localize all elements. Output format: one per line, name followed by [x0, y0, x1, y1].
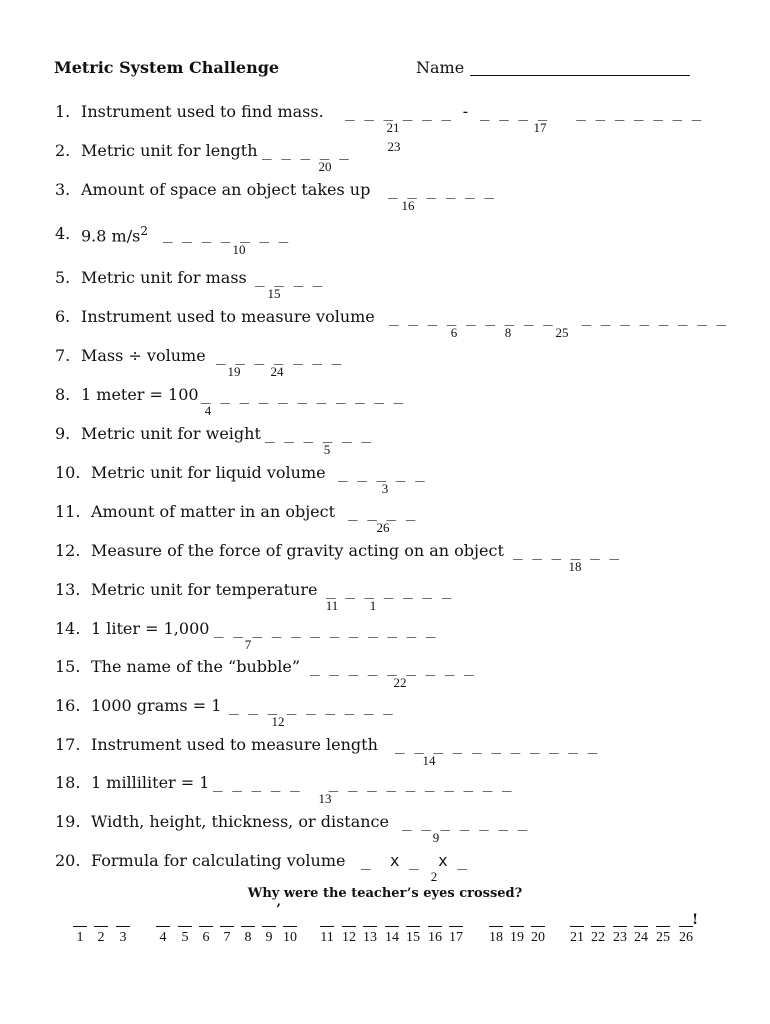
blank-number: 1	[369, 598, 377, 613]
answer-blank[interactable]: _ _ _ _ _ _	[388, 180, 494, 199]
question-2	[55, 141, 755, 181]
riddle-letter-blank[interactable]	[363, 926, 377, 927]
blank-number: 13	[318, 791, 332, 806]
answer-blank[interactable]: _ _ _ _ _ _ _ _ _ _ _ _	[214, 619, 436, 638]
answer-blank[interactable]: _ _ _ _ _ _	[513, 541, 619, 560]
riddle-letter-number: 13	[363, 930, 377, 945]
question-20	[55, 851, 755, 891]
riddle-letter-blank[interactable]	[634, 926, 648, 927]
question-text: Measure of the force of gravity acting on an object	[91, 541, 504, 560]
riddle-letter-number: 23	[613, 930, 627, 945]
question-text: Formula for calculating volume	[91, 851, 346, 870]
question-text: Mass ÷ volume	[81, 346, 206, 365]
riddle-letter-blank[interactable]	[510, 926, 524, 927]
question-6	[55, 307, 755, 347]
question-text: Amount of matter in an object	[91, 502, 336, 521]
riddle-letter-number: 18	[489, 930, 503, 945]
question-number: 4.	[55, 224, 71, 243]
answer-blank[interactable]: _ _ _ _	[348, 502, 416, 521]
riddle-letter-number: 4	[159, 930, 167, 945]
answer-blank[interactable]: _ _ _ _ _ _ _ _ _	[229, 696, 393, 715]
question-number: 6.	[55, 307, 71, 326]
blank-number: 20	[318, 159, 332, 174]
riddle-letter-blank[interactable]	[156, 926, 170, 927]
question-number: 11.	[55, 502, 81, 521]
blank-number: 4	[204, 403, 212, 418]
question-number: 8.	[55, 385, 71, 404]
riddle-exclamation: !	[692, 912, 699, 928]
blank-number: 26	[376, 520, 390, 535]
blank-number: 15	[267, 286, 281, 301]
answer-blank[interactable]: _ _ _ _ _ _ _ _ _ _ _ _ _ _ _	[213, 773, 512, 792]
answer-blank[interactable]: _ _ _ _ _ _ - _ _ _ _ _ _ _ _ _ _ _	[345, 102, 702, 121]
blank-number: 3	[381, 481, 389, 496]
riddle-letter-number: 9	[265, 930, 273, 945]
riddle-letter-number: 19	[510, 930, 524, 945]
blank-number: 19	[227, 364, 241, 379]
question-14	[55, 619, 755, 659]
question-text	[81, 224, 148, 245]
blank-number: 18	[568, 559, 582, 574]
exponent: 2	[140, 224, 148, 238]
blank-number: 7	[244, 637, 252, 652]
question-16	[55, 696, 755, 736]
page-title: Metric System Challenge	[54, 58, 280, 77]
question-4	[55, 224, 755, 264]
riddle-letter-number: 17	[449, 930, 463, 945]
question-text: Metric unit for weight	[81, 424, 261, 443]
question-number: 5.	[55, 268, 71, 287]
name-line[interactable]	[470, 75, 690, 76]
question-12	[55, 541, 755, 581]
riddle-letter-number: 3	[119, 930, 127, 945]
riddle-title: Why were the teacher’s eyes crossed?	[247, 886, 523, 901]
riddle-letter-blank[interactable]	[406, 926, 420, 927]
riddle-letter-blank[interactable]	[428, 926, 442, 927]
riddle-letter-number: 22	[591, 930, 605, 945]
blank-number: 9	[432, 830, 440, 845]
riddle-letter-blank[interactable]	[116, 926, 130, 927]
question-17	[55, 735, 755, 775]
answer-blank[interactable]: _ _ _ _ _ _ _	[216, 346, 342, 365]
riddle-letter-number: 24	[634, 930, 648, 945]
question-13	[55, 580, 755, 620]
answer-blank[interactable]: _ _ _ _ _	[262, 141, 349, 160]
question-number: 14.	[55, 619, 81, 638]
question-text: Metric unit for length	[81, 141, 258, 160]
question-number: 19.	[55, 812, 81, 831]
blank-number: 6	[450, 325, 458, 340]
blank-number: 23	[387, 139, 401, 154]
riddle-apostrophe: ’	[276, 902, 281, 918]
question-number: 17.	[55, 735, 81, 754]
answer-blank[interactable]: _ _ _ _ _ _ _ _ _ _ _	[201, 385, 404, 404]
riddle-letter-number: 2	[97, 930, 105, 945]
riddle-letter-number: 14	[385, 930, 399, 945]
blank-number: 14	[422, 753, 436, 768]
riddle-letter-number: 12	[342, 930, 356, 945]
question-text: Instrument used to find mass.	[81, 102, 324, 121]
blank-number: 2	[430, 869, 438, 884]
question-number: 7.	[55, 346, 71, 365]
answer-blank[interactable]: _ _ _ _ _ _ _	[163, 224, 289, 243]
riddle-letter-number: 1	[76, 930, 84, 945]
question-text: 1 liter = 1,000	[91, 619, 210, 638]
answer-blank[interactable]: _ _ _ _ _ _ _ _ _ _ _	[395, 735, 598, 754]
question-text: Width, height, thickness, or distance	[91, 812, 389, 831]
riddle-letter-number: 15	[406, 930, 420, 945]
answer-blank[interactable]: _ _ _ _	[255, 268, 323, 287]
blank-number: 24	[270, 364, 284, 379]
blank-number: 8	[504, 325, 512, 340]
answer-blank[interactable]: _ _ _ _ _ _ _	[402, 812, 528, 831]
question-text: Instrument used to measure volume	[81, 307, 375, 326]
riddle-letter-blank[interactable]	[531, 926, 545, 927]
riddle-letter-blank[interactable]	[342, 926, 356, 927]
riddle-letter-number: 20	[531, 930, 545, 945]
blank-number: 17	[533, 120, 547, 135]
question-number: 16.	[55, 696, 81, 715]
riddle-letter-blank[interactable]	[679, 926, 693, 927]
question-text: Amount of space an object takes up	[81, 180, 371, 199]
question-8	[55, 385, 755, 425]
riddle-letter-number: 25	[656, 930, 670, 945]
question-number: 2.	[55, 141, 71, 160]
question-11	[55, 502, 755, 542]
riddle-letter-blank[interactable]	[449, 926, 463, 927]
answer-blank[interactable]: _ _ _ _ _ _ _ _ _ _ _ _ _ _ _ _ _	[389, 307, 727, 326]
question-number: 1.	[55, 102, 71, 121]
riddle-letter-blank[interactable]	[283, 926, 297, 927]
riddle-letter-blank[interactable]	[178, 926, 192, 927]
riddle-letter-number: 7	[223, 930, 231, 945]
blank-number: 22	[393, 675, 407, 690]
question-number: 18.	[55, 773, 81, 792]
answer-blank[interactable]: _ x _ x _	[361, 851, 467, 870]
question-5	[55, 268, 755, 308]
riddle-letter-number: 11	[320, 930, 334, 945]
question-text: Metric unit for temperature	[91, 580, 318, 599]
riddle-letter-blank[interactable]	[570, 926, 584, 927]
question-number: 20.	[55, 851, 81, 870]
riddle-letter-blank[interactable]	[591, 926, 605, 927]
blank-number: 21	[386, 120, 400, 135]
riddle-letter-blank[interactable]	[320, 926, 334, 927]
question-text-main: 9.8 m/s	[81, 226, 141, 246]
riddle-letter-blank[interactable]	[613, 926, 627, 927]
riddle-letter-blank[interactable]	[73, 926, 87, 927]
riddle-letter-number: 5	[181, 930, 189, 945]
question-number: 13.	[55, 580, 81, 599]
question-number: 15.	[55, 657, 81, 676]
riddle-letter-blank[interactable]	[385, 926, 399, 927]
riddle-letter-number: 21	[570, 930, 584, 945]
question-text: 1 milliliter = 1	[91, 773, 210, 792]
riddle-letter-blank[interactable]	[489, 926, 503, 927]
question-number: 9.	[55, 424, 71, 443]
answer-blank[interactable]: _ _ _ _ _ _ _ _ _	[310, 657, 474, 676]
question-text: 1000 grams = 1	[91, 696, 222, 715]
blank-number: 10	[232, 242, 246, 257]
riddle-letter-number: 10	[283, 930, 297, 945]
question-text: Metric unit for liquid volume	[91, 463, 326, 482]
question-number: 12.	[55, 541, 81, 560]
question-3	[55, 180, 755, 220]
question-text: Instrument used to measure length	[91, 735, 378, 754]
question-number: 3.	[55, 180, 71, 199]
question-15	[55, 657, 755, 697]
blank-number: 25	[555, 325, 569, 340]
riddle-letter-number: 6	[202, 930, 210, 945]
blank-number: 16	[401, 198, 415, 213]
question-10	[55, 463, 755, 503]
question-18	[55, 773, 755, 813]
riddle-letter-number: 26	[679, 930, 693, 945]
question-text: Metric unit for mass	[81, 268, 247, 287]
question-number: 10.	[55, 463, 81, 482]
riddle-letter-number: 16	[428, 930, 442, 945]
riddle-letter-blank[interactable]	[220, 926, 234, 927]
riddle-letter-blank[interactable]	[262, 926, 276, 927]
question-9	[55, 424, 755, 464]
riddle-letter-blank[interactable]	[94, 926, 108, 927]
riddle-letter-number: 8	[244, 930, 252, 945]
question-1	[55, 102, 755, 142]
question-19	[55, 812, 755, 852]
answer-blank[interactable]: _ _ _ _ _ _ _	[326, 580, 452, 599]
answer-blank[interactable]: _ _ _ _ _ _	[265, 424, 371, 443]
riddle-letter-blank[interactable]	[656, 926, 670, 927]
blank-number: 11	[325, 598, 339, 613]
question-text: The name of the “bubble”	[91, 657, 301, 676]
answer-blank[interactable]: _ _ _ _ _	[338, 463, 425, 482]
name-label: Name	[416, 58, 465, 77]
riddle-letter-blank[interactable]	[241, 926, 255, 927]
question-7	[55, 346, 755, 386]
riddle-letter-blank[interactable]	[199, 926, 213, 927]
question-text: 1 meter = 100	[81, 385, 199, 404]
blank-number: 5	[323, 442, 331, 457]
blank-number: 12	[271, 714, 285, 729]
